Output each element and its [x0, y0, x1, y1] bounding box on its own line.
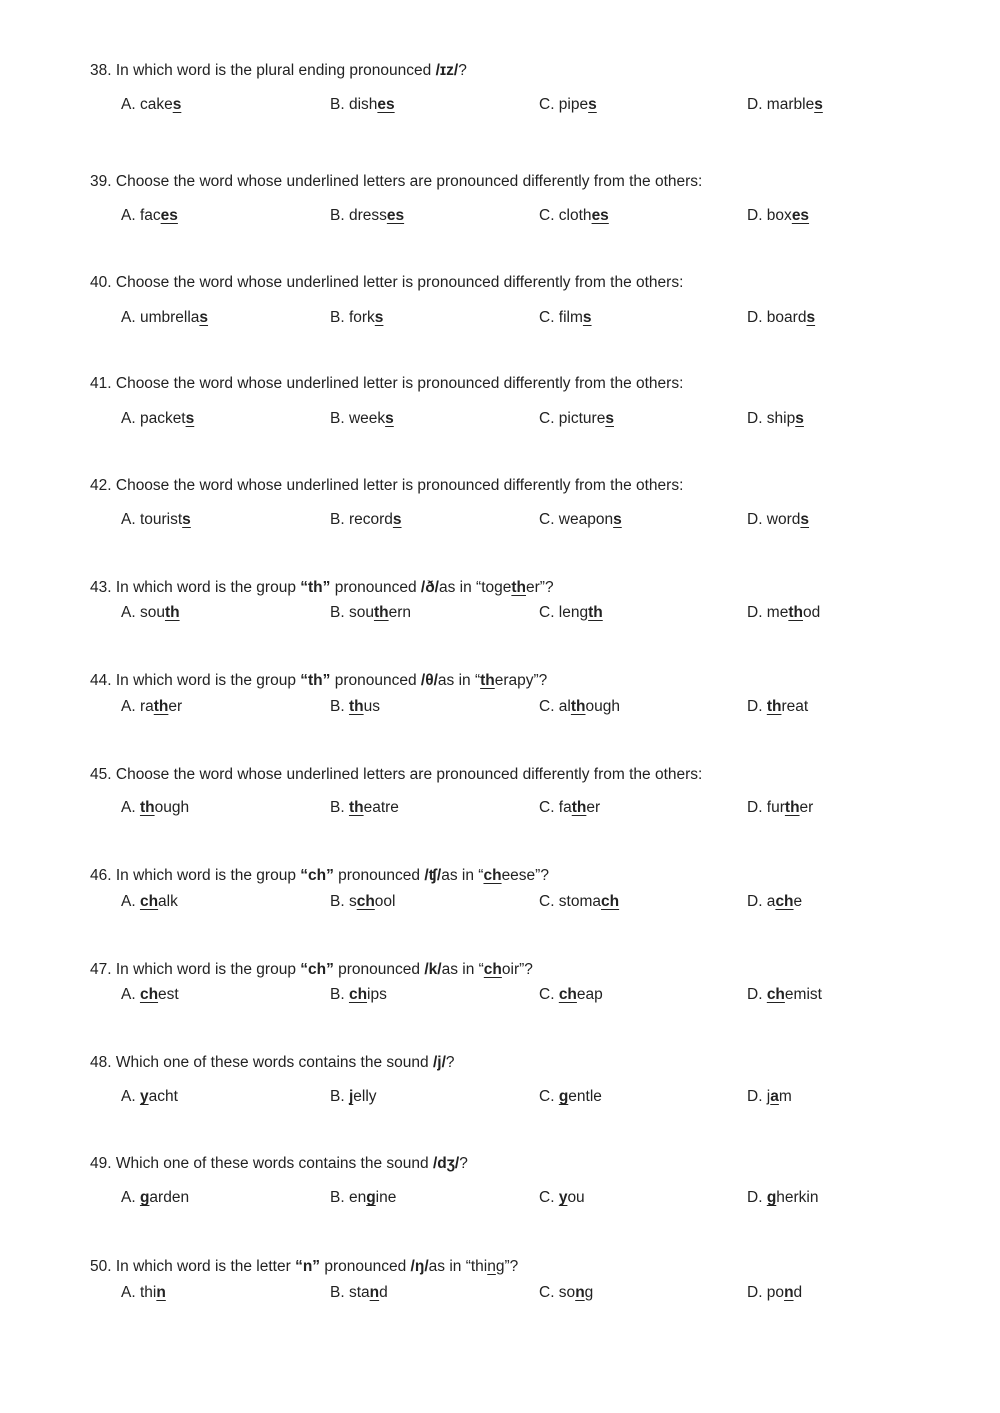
question-text: ? — [458, 62, 467, 79]
question-text: In which word is the letter — [115, 1258, 296, 1275]
underlined-letters: n — [369, 1284, 380, 1301]
question-44 — [90, 672, 547, 690]
option-text: B. sou — [330, 604, 374, 621]
underlined-letters: j — [348, 1088, 354, 1105]
underlined-letters: s — [392, 511, 402, 528]
option-text: er — [586, 799, 601, 816]
option-text: A. packet — [121, 410, 186, 427]
option-text: C. — [539, 986, 559, 1003]
underlined-letters: n — [575, 1284, 585, 1301]
answer-option-d[interactable] — [747, 986, 822, 1004]
question-text: /ŋ/ — [410, 1258, 429, 1275]
option-text: B. sta — [330, 1284, 370, 1301]
option-text: B. record — [330, 511, 393, 528]
question-number: 45. — [90, 766, 112, 783]
question-40 — [90, 274, 683, 292]
question-text: In which word is the group — [115, 579, 301, 596]
question-number: 50. — [90, 1258, 112, 1275]
underlined-letters: y — [139, 1088, 149, 1105]
option-text: A. thi — [121, 1284, 157, 1301]
answer-option-a[interactable] — [121, 698, 182, 716]
option-text: B. — [330, 698, 349, 715]
answer-option-d[interactable] — [747, 1189, 819, 1207]
answer-option-c[interactable] — [539, 96, 597, 114]
question-text: as in “toge — [438, 579, 512, 596]
question-text: “ch” — [300, 961, 334, 978]
underlined-letters: th — [766, 698, 782, 715]
option-text: B. dress — [330, 207, 387, 224]
underlined-letters: ch — [601, 893, 620, 910]
underlined-letters: s — [199, 309, 209, 326]
question-number: 41. — [90, 375, 112, 392]
question-43 — [90, 579, 554, 597]
option-text: A. — [121, 1088, 140, 1105]
option-text: ern — [388, 604, 411, 621]
underlined-letters: ch — [558, 986, 577, 1003]
option-text: A. sou — [121, 604, 165, 621]
answer-option-b[interactable] — [330, 799, 399, 817]
answer-option-d[interactable] — [747, 96, 823, 114]
option-text: B. s — [330, 893, 357, 910]
underlined-letters: th — [348, 698, 364, 715]
answer-option-d[interactable] — [747, 1284, 802, 1302]
answer-option-a[interactable] — [121, 207, 178, 225]
question-text: /ð/ — [420, 579, 439, 596]
underlined-letters: ch — [348, 986, 368, 1003]
underlined-letters: th — [784, 799, 800, 816]
answer-option-a[interactable] — [121, 799, 189, 817]
underlined-letters: s — [795, 410, 804, 427]
question-47 — [90, 961, 533, 979]
option-text: D. — [747, 698, 767, 715]
option-text: D. po — [747, 1284, 785, 1301]
question-49 — [90, 1155, 468, 1173]
underlined-letters: es — [377, 96, 395, 113]
underlined-letters: s — [800, 511, 810, 528]
question-text: ? — [459, 1155, 468, 1172]
option-text: ips — [367, 986, 387, 1003]
answer-option-d[interactable] — [747, 511, 809, 529]
question-text: th — [511, 579, 527, 596]
option-text: ool — [374, 893, 396, 910]
answer-option-d[interactable] — [747, 207, 809, 225]
question-text: In which word is the group — [115, 867, 301, 884]
answer-option-c[interactable] — [539, 799, 600, 817]
underlined-letters: ch — [775, 893, 794, 910]
underlined-letters: es — [791, 207, 810, 224]
question-42 — [90, 477, 683, 495]
answer-option-b[interactable] — [330, 410, 394, 428]
option-text: entle — [568, 1088, 602, 1105]
option-text: eap — [576, 986, 603, 1003]
option-text: ough — [585, 698, 620, 715]
answer-option-b[interactable] — [330, 96, 395, 114]
answer-option-b[interactable] — [330, 604, 411, 622]
question-number: 49. — [90, 1155, 112, 1172]
underlined-letters: ch — [356, 893, 375, 910]
option-text: B. dish — [330, 96, 378, 113]
option-text: d — [793, 1284, 803, 1301]
option-text: A. ra — [121, 698, 154, 715]
underlined-letters: th — [570, 698, 586, 715]
option-text: elly — [353, 1088, 377, 1105]
question-number: 38. — [90, 62, 112, 79]
underlined-letters: s — [172, 96, 182, 113]
option-text: g — [584, 1284, 594, 1301]
option-text: D. a — [747, 893, 776, 910]
answer-option-c[interactable] — [539, 986, 603, 1004]
question-text: ? — [445, 1054, 455, 1071]
question-number: 43. — [90, 579, 112, 596]
option-text: A. tourist — [121, 511, 183, 528]
option-text: er — [168, 698, 183, 715]
answer-option-d[interactable] — [747, 604, 820, 622]
question-text: /ʧ/ — [424, 867, 442, 884]
question-text: Which one of these words contains the sound — [115, 1054, 433, 1071]
answer-option-a[interactable] — [121, 604, 180, 622]
answer-option-c[interactable] — [539, 309, 592, 327]
answer-option-c[interactable] — [539, 511, 622, 529]
question-number: 39. — [90, 173, 112, 190]
answer-option-b[interactable] — [330, 309, 383, 327]
option-text: A. — [121, 1189, 140, 1206]
option-text: er — [799, 799, 814, 816]
question-text: ch — [483, 867, 502, 884]
answer-option-d[interactable] — [747, 1088, 792, 1106]
answer-option-c[interactable] — [539, 698, 620, 716]
answer-option-a[interactable] — [121, 309, 208, 327]
answer-option-d[interactable] — [747, 799, 813, 817]
underlined-letters: s — [385, 410, 394, 427]
question-41 — [90, 375, 683, 393]
option-text: D. me — [747, 604, 789, 621]
question-text: In which word is the group — [115, 672, 301, 689]
underlined-letters: ch — [766, 986, 785, 1003]
option-text: B. — [330, 986, 349, 1003]
answer-option-c[interactable] — [539, 1284, 593, 1302]
answer-option-b[interactable] — [330, 1189, 396, 1207]
question-text: In which word is the group — [115, 961, 301, 978]
question-text: ch — [483, 961, 502, 978]
option-text: arden — [149, 1189, 190, 1206]
question-number: 46. — [90, 867, 112, 884]
option-text: D. ship — [747, 410, 796, 427]
question-text: /k/ — [424, 961, 442, 978]
answer-option-a[interactable] — [121, 1189, 189, 1207]
underlined-letters: s — [374, 309, 384, 326]
option-text: C. fa — [539, 799, 572, 816]
option-text: C. leng — [539, 604, 589, 621]
option-text: C. stoma — [539, 893, 602, 910]
option-text: A. — [121, 986, 140, 1003]
question-38 — [90, 62, 467, 80]
question-text: /dʒ/ — [432, 1155, 460, 1172]
answer-option-c[interactable] — [539, 410, 614, 428]
underlined-letters: es — [160, 207, 178, 224]
underlined-letters: th — [164, 604, 180, 621]
question-text: pronounced — [330, 579, 421, 596]
underlined-letters: th — [373, 604, 389, 621]
question-48 — [90, 1054, 455, 1072]
question-number: 47. — [90, 961, 112, 978]
question-text: Choose the word whose underlined letter is pronounced differently from the others: — [115, 375, 684, 392]
underlined-letters: g — [139, 1189, 150, 1206]
option-text: C. — [539, 1088, 559, 1105]
option-text: D. — [747, 986, 767, 1003]
question-text: pronounced — [333, 867, 425, 884]
option-text: e — [793, 893, 803, 910]
underlined-letters: g — [558, 1088, 569, 1105]
option-text: alk — [158, 893, 178, 910]
answer-option-b[interactable] — [330, 893, 395, 911]
underlined-letters: s — [605, 410, 614, 427]
option-text: B. week — [330, 410, 386, 427]
option-text: C. so — [539, 1284, 576, 1301]
option-text: d — [379, 1284, 388, 1301]
question-46 — [90, 867, 549, 885]
option-text: C. cloth — [539, 207, 592, 224]
option-text: ough — [154, 799, 190, 816]
question-text: as in “ — [441, 961, 484, 978]
question-text: oir”? — [501, 961, 533, 978]
option-text: od — [802, 604, 821, 621]
question-39 — [90, 173, 702, 191]
answer-option-b[interactable] — [330, 1088, 377, 1106]
option-text: B. en — [330, 1189, 367, 1206]
question-text: “th” — [300, 579, 331, 596]
option-text: m — [778, 1088, 792, 1105]
answer-option-b[interactable] — [330, 698, 380, 716]
underlined-letters: th — [588, 604, 603, 621]
underlined-letters: th — [788, 604, 803, 621]
underlined-letters: th — [348, 799, 364, 816]
option-text: B. — [330, 799, 349, 816]
underlined-letters: es — [386, 207, 405, 224]
underlined-letters: g — [766, 1189, 777, 1206]
underlined-letters: s — [806, 309, 816, 326]
underlined-letters: y — [558, 1189, 568, 1206]
option-text: D. fur — [747, 799, 785, 816]
option-text: D. box — [747, 207, 792, 224]
option-text: D. — [747, 1189, 767, 1206]
answer-option-c[interactable] — [539, 1189, 585, 1207]
answer-option-d[interactable] — [747, 893, 802, 911]
answer-option-d[interactable] — [747, 698, 808, 716]
answer-option-c[interactable] — [539, 1088, 602, 1106]
question-text: “th” — [300, 672, 331, 689]
underlined-letters: ch — [139, 986, 159, 1003]
answer-option-c[interactable] — [539, 604, 603, 622]
question-number: 40. — [90, 274, 112, 291]
answer-option-b[interactable] — [330, 1284, 388, 1302]
option-text: D. word — [747, 511, 801, 528]
question-number: 42. — [90, 477, 112, 494]
question-text: “ch” — [300, 867, 334, 884]
underlined-letters: th — [153, 698, 169, 715]
answer-option-a[interactable] — [121, 1088, 178, 1106]
question-number: 48. — [90, 1054, 112, 1071]
option-text: C. film — [539, 309, 583, 326]
answer-option-b[interactable] — [330, 207, 404, 225]
underlined-letters: ch — [139, 893, 159, 910]
question-text: Choose the word whose underlined letter is pronounced differently from the others: — [115, 477, 684, 494]
question-text: /ɪz/ — [435, 62, 459, 79]
question-text: pronounced — [333, 961, 425, 978]
answer-option-a[interactable] — [121, 986, 179, 1004]
option-text: C. pipe — [539, 96, 589, 113]
underlined-letters: g — [366, 1189, 376, 1206]
option-text: ine — [375, 1189, 397, 1206]
question-text: as in “ — [441, 867, 484, 884]
question-text: er”? — [526, 579, 554, 596]
question-text: /j/ — [432, 1054, 446, 1071]
option-text: emist — [784, 986, 822, 1003]
question-text: Choose the word whose underlined letters are pronounced differently from the others: — [115, 766, 703, 783]
underlined-letters: s — [613, 511, 622, 528]
question-text: th — [480, 672, 495, 689]
underlined-letters: a — [770, 1088, 779, 1105]
question-text: Choose the word whose underlined letter is pronounced differently from the others: — [115, 274, 684, 291]
option-text: acht — [148, 1088, 178, 1105]
answer-option-a[interactable] — [121, 511, 191, 529]
underlined-letters: s — [185, 410, 195, 427]
question-text: g”? — [495, 1258, 519, 1275]
question-text: Which one of these words contains the sound — [115, 1155, 433, 1172]
underlined-letters: n — [156, 1284, 166, 1301]
question-text: “n” — [295, 1258, 321, 1275]
question-50 — [90, 1258, 518, 1276]
option-text: D. board — [747, 309, 807, 326]
question-45 — [90, 766, 702, 784]
question-text: eese”? — [501, 867, 549, 884]
option-text: A. — [121, 799, 140, 816]
option-text: ou — [567, 1189, 585, 1206]
underlined-letters: s — [588, 96, 597, 113]
question-text: as in “ — [437, 672, 481, 689]
question-text: erapy”? — [494, 672, 548, 689]
question-text: /θ/ — [420, 672, 438, 689]
answer-option-d[interactable] — [747, 309, 815, 327]
question-text: In which word is the plural ending pronounced — [115, 62, 436, 79]
underlined-letters: s — [582, 309, 592, 326]
question-text: pronounced — [330, 672, 421, 689]
option-text: A. fac — [121, 207, 161, 224]
option-text: us — [363, 698, 380, 715]
underlined-letters: es — [591, 207, 609, 224]
underlined-letters: n — [784, 1284, 794, 1301]
answer-option-c[interactable] — [539, 893, 619, 911]
option-text: A. umbrella — [121, 309, 200, 326]
answer-option-a[interactable] — [121, 96, 181, 114]
option-text: reat — [781, 698, 809, 715]
option-text: B. fork — [330, 309, 375, 326]
answer-option-b[interactable] — [330, 511, 402, 529]
answer-option-d[interactable] — [747, 410, 804, 428]
answer-option-b[interactable] — [330, 986, 387, 1004]
option-text: B. — [330, 1088, 349, 1105]
answer-option-a[interactable] — [121, 1284, 166, 1302]
question-number: 44. — [90, 672, 112, 689]
answer-option-a[interactable] — [121, 410, 194, 428]
option-text: est — [158, 986, 179, 1003]
option-text: C. — [539, 1189, 559, 1206]
answer-option-c[interactable] — [539, 207, 609, 225]
option-text: A. cake — [121, 96, 173, 113]
question-text: as in “thi — [428, 1258, 488, 1275]
option-text: C. picture — [539, 410, 606, 427]
question-text: pronounced — [320, 1258, 411, 1275]
option-text: D. j — [747, 1088, 771, 1105]
option-text: C. weapon — [539, 511, 614, 528]
underlined-letters: s — [814, 96, 823, 113]
option-text: A. — [121, 893, 140, 910]
underlined-letters: th — [571, 799, 587, 816]
underlined-letters: th — [139, 799, 155, 816]
answer-option-a[interactable] — [121, 893, 178, 911]
question-text: n — [487, 1258, 496, 1275]
option-text: eatre — [363, 799, 399, 816]
option-text: C. al — [539, 698, 571, 715]
question-text: Choose the word whose underlined letters are pronounced differently from the others: — [115, 173, 703, 190]
option-text: D. marble — [747, 96, 815, 113]
option-text: herkin — [776, 1189, 819, 1206]
underlined-letters: s — [182, 511, 191, 528]
